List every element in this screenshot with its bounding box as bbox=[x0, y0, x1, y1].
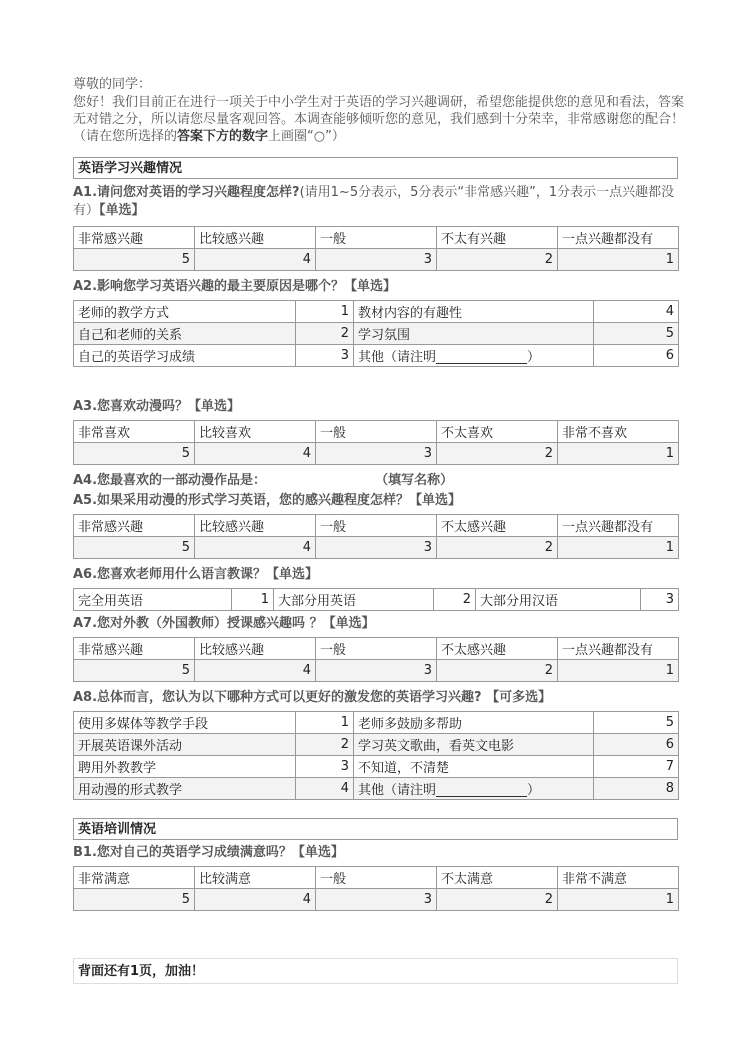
a7-score[interactable]: 3 bbox=[316, 660, 437, 682]
a8-option[interactable]: 使用多媒体等教学手段 bbox=[74, 712, 296, 734]
a8-option-other[interactable]: 其他（请注明______________） bbox=[354, 778, 594, 800]
a7-option[interactable]: 非常感兴趣 bbox=[74, 638, 195, 660]
b1-score[interactable]: 2 bbox=[437, 889, 558, 911]
section-title-interest: 英语学习兴趣情况 bbox=[73, 157, 678, 179]
a5-option[interactable]: 非常感兴趣 bbox=[74, 515, 195, 537]
a6-options-table bbox=[73, 588, 679, 611]
a8-option[interactable]: 不知道，不清楚 bbox=[354, 756, 594, 778]
a2-option[interactable]: 自己的英语学习成绩 bbox=[74, 345, 296, 367]
a3-score[interactable]: 4 bbox=[195, 443, 316, 465]
a7-option[interactable]: 不太感兴趣 bbox=[437, 638, 558, 660]
a1-option[interactable]: 一点兴趣都没有 bbox=[558, 227, 679, 249]
a8-code[interactable]: 5 bbox=[594, 712, 679, 734]
a2-code[interactable]: 1 bbox=[296, 301, 354, 323]
question-a7: A7.您对外教（外国教师）授课感兴趣吗 ？【单选】 bbox=[73, 616, 375, 631]
a5-score[interactable]: 4 bbox=[195, 537, 316, 559]
a1-options-table bbox=[73, 226, 679, 271]
a8-code[interactable]: 1 bbox=[296, 712, 354, 734]
footer-note: 背面还有1页，加油！ bbox=[73, 958, 678, 984]
a2-option[interactable]: 教材内容的有趣性 bbox=[354, 301, 594, 323]
a7-score[interactable]: 1 bbox=[558, 660, 679, 682]
b1-score[interactable]: 5 bbox=[74, 889, 195, 911]
question-a3: A3.您喜欢动漫吗？【单选】 bbox=[73, 399, 241, 414]
a4-fill-hint: （填写名称） bbox=[375, 473, 454, 488]
a3-option[interactable]: 比较喜欢 bbox=[195, 421, 316, 443]
a1-score[interactable]: 1 bbox=[558, 249, 679, 271]
a5-score[interactable]: 3 bbox=[316, 537, 437, 559]
intro-tail: 上画圈“○”） bbox=[268, 129, 345, 144]
a3-score[interactable]: 2 bbox=[437, 443, 558, 465]
a1-note: (请用1~5分表示，5分表示“非常感兴趣”，1分表示一点兴趣都没有） bbox=[73, 185, 675, 218]
b1-option[interactable]: 不太满意 bbox=[437, 867, 558, 889]
a5-option[interactable]: 一点兴趣都没有 bbox=[558, 515, 679, 537]
a1-option[interactable]: 不太有兴趣 bbox=[437, 227, 558, 249]
a7-option[interactable]: 一点兴趣都没有 bbox=[558, 638, 679, 660]
a1-tag: 【单选】 bbox=[99, 203, 145, 218]
a2-code[interactable]: 4 bbox=[594, 301, 679, 323]
intro-paragraph bbox=[73, 94, 685, 145]
a1-option[interactable]: 比较感兴趣 bbox=[195, 227, 316, 249]
b1-options-table bbox=[73, 866, 679, 911]
a7-options-table bbox=[73, 637, 679, 682]
a5-options-table bbox=[73, 514, 679, 559]
a5-option[interactable]: 不太感兴趣 bbox=[437, 515, 558, 537]
a8-option[interactable]: 聘用外教教学 bbox=[74, 756, 296, 778]
b1-option[interactable]: 一般 bbox=[316, 867, 437, 889]
section-title-training: 英语培训情况 bbox=[73, 818, 678, 840]
a1-option[interactable]: 一般 bbox=[316, 227, 437, 249]
a8-code[interactable]: 8 bbox=[594, 778, 679, 800]
a3-score[interactable]: 3 bbox=[316, 443, 437, 465]
question-a4 bbox=[73, 472, 683, 490]
a2-option[interactable]: 老师的教学方式 bbox=[74, 301, 296, 323]
a5-score[interactable]: 5 bbox=[74, 537, 195, 559]
b1-option[interactable]: 非常不满意 bbox=[558, 867, 679, 889]
a7-score[interactable]: 2 bbox=[437, 660, 558, 682]
a1-option[interactable]: 非常感兴趣 bbox=[74, 227, 195, 249]
a7-option[interactable]: 一般 bbox=[316, 638, 437, 660]
a6-code[interactable]: 3 bbox=[641, 589, 679, 611]
a8-option[interactable]: 开展英语课外活动 bbox=[74, 734, 296, 756]
a8-code[interactable]: 4 bbox=[296, 778, 354, 800]
a3-option[interactable]: 非常喜欢 bbox=[74, 421, 195, 443]
a8-code[interactable]: 7 bbox=[594, 756, 679, 778]
a8-code[interactable]: 6 bbox=[594, 734, 679, 756]
question-b1: B1.您对自己的英语学习成绩满意吗？【单选】 bbox=[73, 845, 344, 860]
a2-option[interactable]: 学习氛围 bbox=[354, 323, 594, 345]
a3-option[interactable]: 非常不喜欢 bbox=[558, 421, 679, 443]
a1-score[interactable]: 4 bbox=[195, 249, 316, 271]
a5-score[interactable]: 1 bbox=[558, 537, 679, 559]
intro-body: 您好！我们目前正在进行一项关于中小学生对于英语的学习兴趣调研，希望您能提供您的意见和看法，答案无对错之分，所以请您尽量客观回答。本调查能够倾听您的意见，我们感到十分荣幸，非常感谢您的配合！（请在您所选择的 bbox=[73, 95, 685, 144]
a1-score[interactable]: 3 bbox=[316, 249, 437, 271]
a5-option[interactable]: 一般 bbox=[316, 515, 437, 537]
a8-options-table bbox=[73, 711, 679, 800]
b1-option[interactable]: 比较满意 bbox=[195, 867, 316, 889]
a4-question-text: A4.您最喜欢的一部动漫作品是： bbox=[73, 473, 267, 488]
a7-score[interactable]: 5 bbox=[74, 660, 195, 682]
a2-code[interactable]: 6 bbox=[594, 345, 679, 367]
b1-score[interactable]: 3 bbox=[316, 889, 437, 911]
question-a8: A8.总体而言，您认为以下哪种方式可以更好的激发您的英语学习兴趣? 【可多选】 bbox=[73, 690, 552, 705]
question-a5: A5.如果采用动漫的形式学习英语，您的感兴趣程度怎样？【单选】 bbox=[73, 493, 462, 508]
a3-option[interactable]: 一般 bbox=[316, 421, 437, 443]
intro-emphasis: 答案下方的数字 bbox=[177, 129, 269, 144]
a3-options-table bbox=[73, 420, 679, 465]
a1-score[interactable]: 2 bbox=[437, 249, 558, 271]
b1-score[interactable]: 1 bbox=[558, 889, 679, 911]
a8-code[interactable]: 2 bbox=[296, 734, 354, 756]
a2-options-table bbox=[73, 300, 679, 367]
a2-option[interactable]: 自己和老师的关系 bbox=[74, 323, 296, 345]
a7-score[interactable]: 4 bbox=[195, 660, 316, 682]
a3-score[interactable]: 5 bbox=[74, 443, 195, 465]
a1-score[interactable]: 5 bbox=[74, 249, 195, 271]
a8-option[interactable]: 学习英文歌曲，看英文电影 bbox=[354, 734, 594, 756]
a8-option[interactable]: 老师多鼓励多帮助 bbox=[354, 712, 594, 734]
a8-code[interactable]: 3 bbox=[296, 756, 354, 778]
a2-code[interactable]: 3 bbox=[296, 345, 354, 367]
a2-code[interactable]: 2 bbox=[296, 323, 354, 345]
b1-option[interactable]: 非常满意 bbox=[74, 867, 195, 889]
question-a2: A2.影响您学习英语兴趣的最主要原因是哪个？【单选】 bbox=[73, 279, 397, 294]
a6-option[interactable]: 大部分用汉语 bbox=[476, 589, 641, 611]
b1-score[interactable]: 4 bbox=[195, 889, 316, 911]
a6-code[interactable]: 2 bbox=[434, 589, 476, 611]
a5-score[interactable]: 2 bbox=[437, 537, 558, 559]
question-a6: A6.您喜欢老师用什么语言教课？【单选】 bbox=[73, 567, 319, 582]
a3-option[interactable]: 不太喜欢 bbox=[437, 421, 558, 443]
a8-option[interactable]: 用动漫的形式教学 bbox=[74, 778, 296, 800]
greeting: 尊敬的同学： bbox=[73, 77, 152, 92]
a2-option-other[interactable]: 其他（请注明______________） bbox=[354, 345, 594, 367]
a5-option[interactable]: 比较感兴趣 bbox=[195, 515, 316, 537]
a2-code[interactable]: 5 bbox=[594, 323, 679, 345]
a6-option[interactable]: 完全用英语 bbox=[74, 589, 232, 611]
a6-code[interactable]: 1 bbox=[232, 589, 274, 611]
a7-option[interactable]: 比较感兴趣 bbox=[195, 638, 316, 660]
a6-option[interactable]: 大部分用英语 bbox=[274, 589, 434, 611]
question-a1 bbox=[73, 184, 683, 220]
a3-score[interactable]: 1 bbox=[558, 443, 679, 465]
a1-question-text: A1.请问您对英语的学习兴趣程度怎样? bbox=[73, 185, 300, 200]
